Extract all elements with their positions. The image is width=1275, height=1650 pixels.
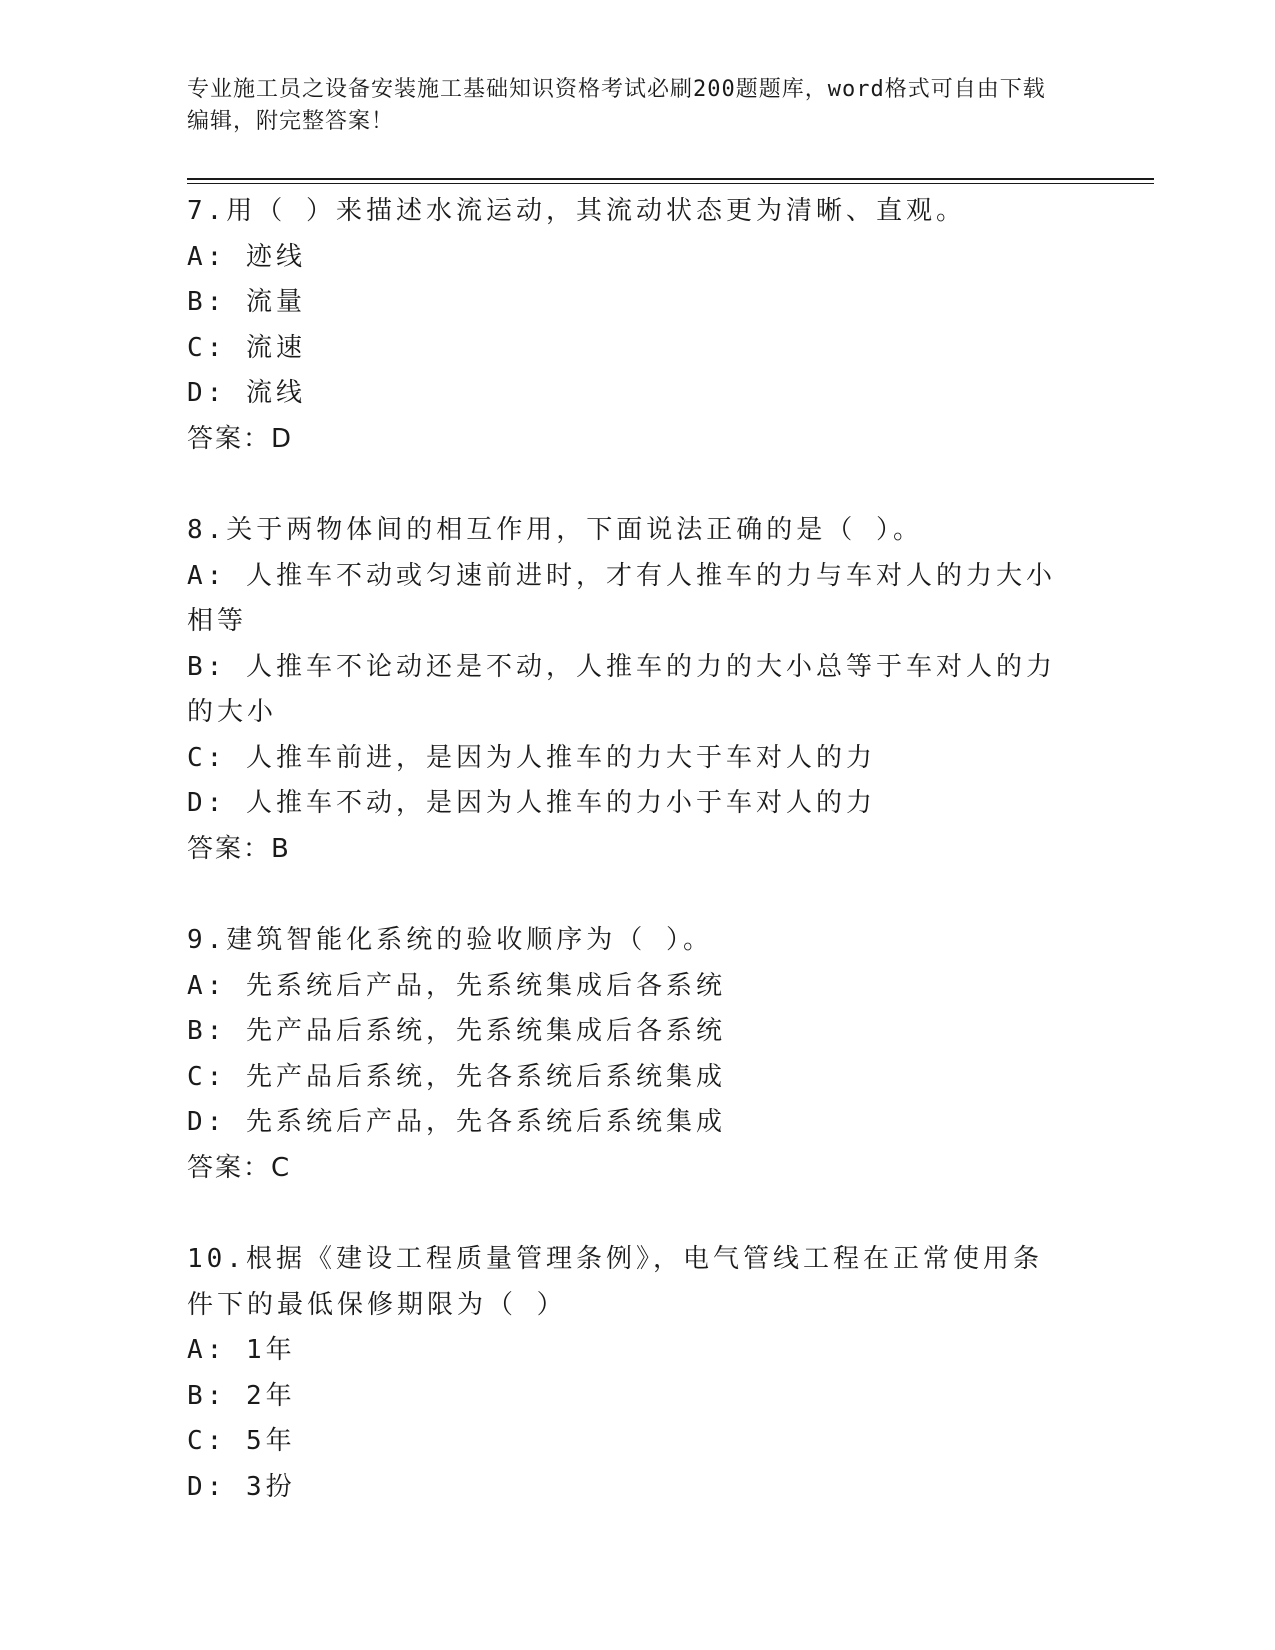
question-stem: 9.建筑智能化系统的验收顺序为（ ）。 xyxy=(187,925,713,955)
question-list xyxy=(187,189,1067,1510)
option-d: D: 先系统后产品，先各系统后系统集成 xyxy=(187,1107,726,1137)
question-8 xyxy=(187,508,1067,872)
option-a: A: 人推车不动或匀速前进时，才有人推车的力与车对人的力大小相等 xyxy=(187,560,1056,636)
option-a: A: 迹线 xyxy=(187,241,306,272)
question-stem: 8.关于两物体间的相互作用，下面说法正确的是（ ）。 xyxy=(187,515,923,545)
option-d: D: 流线 xyxy=(187,378,306,408)
answer-line: 答案：D xyxy=(187,423,294,454)
option-a: A: 1年 xyxy=(187,1335,296,1365)
option-c: C: 先产品后系统，先各系统后系统集成 xyxy=(187,1061,726,1092)
option-b: B: 先产品后系统，先系统集成后各系统 xyxy=(187,1016,726,1046)
question-stem: 10.根据《建设工程质量管理条例》，电气管线工程在正常使用条件下的最低保修期限为（ ） xyxy=(187,1244,1043,1320)
header-divider xyxy=(187,178,1154,184)
document-header-title: 专业施工员之设备安装施工基础知识资格考试必刷200题题库，word格式可自由下载编辑，附完整答案！ xyxy=(187,77,1046,134)
option-c: C: 5年 xyxy=(187,1426,296,1456)
option-d: D: 人推车不动，是因为人推车的力小于车对人的力 xyxy=(187,788,876,818)
answer-line: 答案：C xyxy=(187,1152,292,1183)
option-b: B: 人推车不论动还是不动，人推车的力的大小总等于车对人的力的大小 xyxy=(187,651,1056,727)
question-7 xyxy=(187,189,1067,462)
option-d: D: 3扮 xyxy=(187,1471,296,1502)
option-b: B: 流量 xyxy=(187,287,306,317)
option-c: C: 流速 xyxy=(187,332,306,363)
option-c: C: 人推车前进，是因为人推车的力大于车对人的力 xyxy=(187,742,876,773)
question-9 xyxy=(187,918,1067,1191)
question-stem: 7.用（ ）来描述水流运动，其流动状态更为清晰、直观。 xyxy=(187,196,966,226)
answer-line: 答案：B xyxy=(187,833,291,864)
option-a: A: 先系统后产品，先系统集成后各系统 xyxy=(187,970,726,1001)
question-10 xyxy=(187,1237,1067,1510)
option-b: B: 2年 xyxy=(187,1380,296,1411)
